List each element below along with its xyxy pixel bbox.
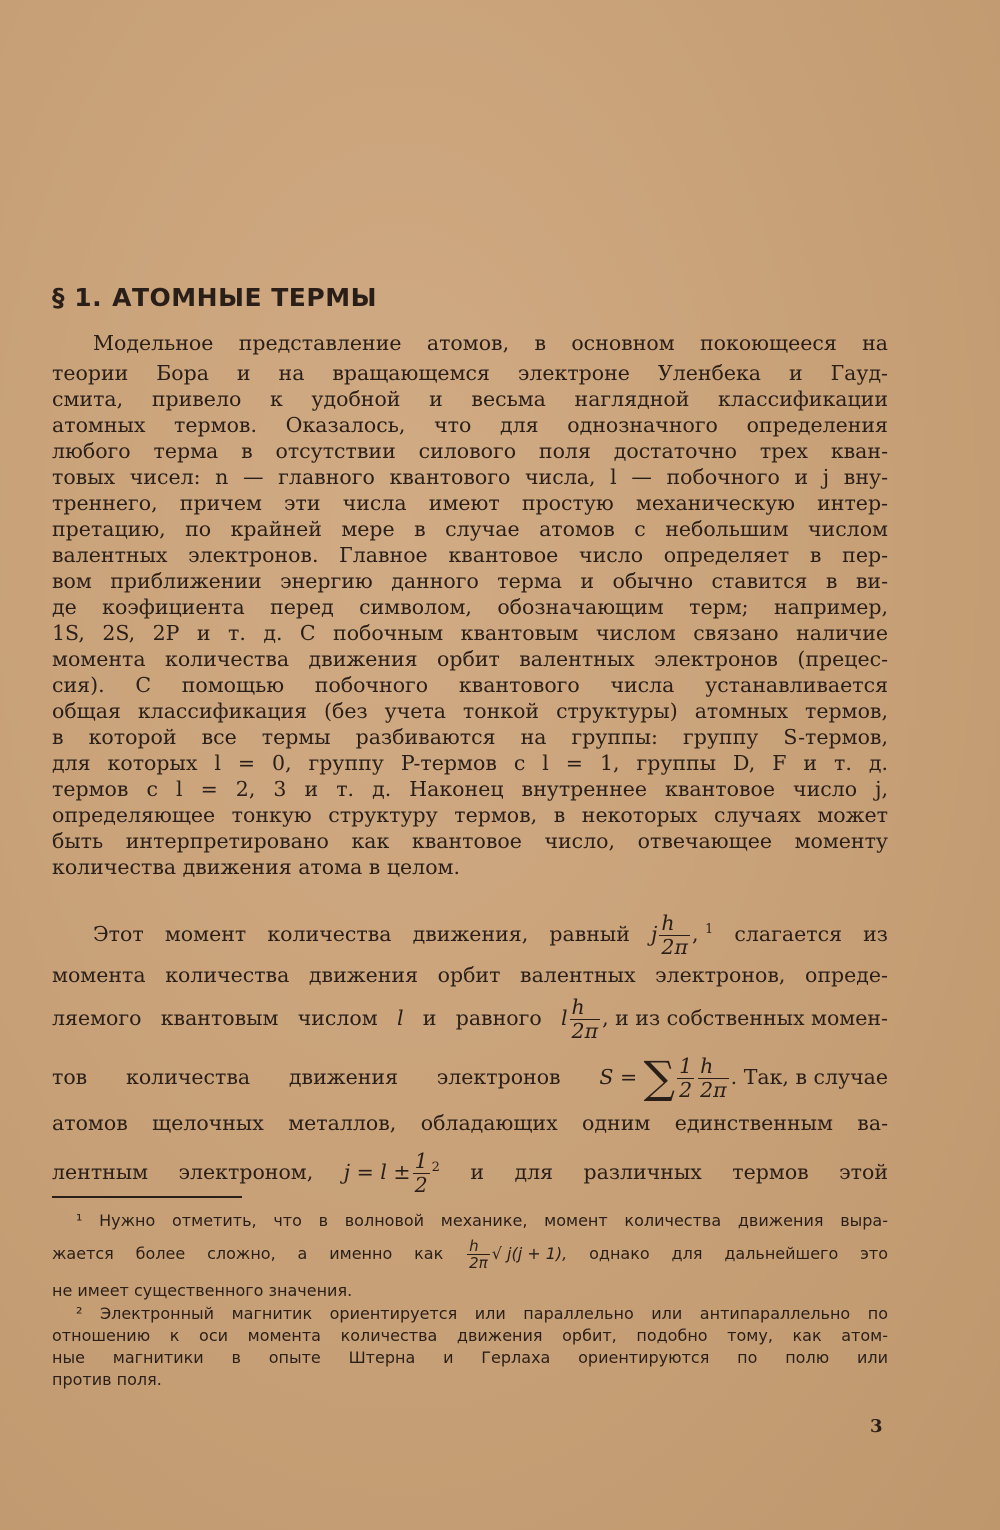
text-line: быть интерпретировано как квантовое число, отвечающее моменту xyxy=(52,829,888,853)
text-line: в которой все термы разбиваются на группы: группу S-термов, xyxy=(52,725,888,749)
section-number: § 1. xyxy=(52,283,103,312)
text-line: Модельное представление атомов, в основном покоющееся на xyxy=(93,331,888,355)
text-line: момента количества движения орбит валентных электронов, опреде- xyxy=(52,963,888,987)
formula-root: √ j(j + 1), xyxy=(491,1244,568,1263)
footnote-line: ные магнитики в опыте Штерна и Герлаха ориентируются по полю или xyxy=(52,1348,888,1367)
footnote-line: против поля. xyxy=(52,1370,162,1389)
text-line: товых чисел: n — главного квантового числа, l — побочного и j вну- xyxy=(52,465,888,489)
formula-fraction: $\frac{1}{2}$ xyxy=(679,1054,693,1102)
text-line: 1S, 2S, 2P и т. д. С побочным квантовым числом связано наличие xyxy=(52,621,888,645)
sum-symbol: ∑ xyxy=(643,1052,676,1104)
text-line: претацию, по крайней мере в случае атомов с небольшим числом xyxy=(52,517,888,541)
footnote-ref: 1 xyxy=(704,922,714,937)
text-line: общая классификация (без учета тонкой структуры) атомных термов, xyxy=(52,699,888,723)
text-line: термов с l = 2, 3 и т. д. Наконец внутреннее квантовое число j, xyxy=(52,777,888,801)
formula-fraction: $\frac{h}{2\pi}$ xyxy=(469,1236,488,1272)
text-line: треннего, причем эти числа имеют простую механическую интер- xyxy=(52,491,888,515)
footnote-line: не имеет существенного значения. xyxy=(52,1281,353,1300)
footnote-ref: 2 xyxy=(431,1160,440,1175)
footnote-line: ² Электронный магнитик ориентируется или параллельно или антипараллельно по xyxy=(76,1304,888,1323)
section-title: АТОМНЫЕ ТЕРМЫ xyxy=(112,283,377,312)
text-line: Этот момент количества движения, равный j $\frac{h}{2\pi}$ , $^1$ слагается из xyxy=(93,911,888,959)
text-fragment: слагается из xyxy=(734,921,888,946)
formula-symbol: j xyxy=(651,921,658,946)
text-fragment: Этот момент количества движения, равный xyxy=(93,921,630,946)
footnote-line: отношению к оси момента количества движения орбит, подобно тому, как атом- xyxy=(52,1326,888,1345)
text-line: тов количества движения электронов S = ∑ $\frac{1}{2}$ $\frac{h}{2\pi}$ . Так, в случае xyxy=(52,1052,888,1104)
formula-fraction: $\frac{h}{2\pi}$ xyxy=(661,911,688,959)
footnote-line: ¹ Нужно отметить, что в волновой механике, момент количества движения выра- xyxy=(76,1211,888,1230)
text-line: ляемого квантовым числом l и равного l $\frac{h}{2\pi}$ , и из собственных момен- xyxy=(52,995,888,1043)
text-line: количества движения атома в целом. xyxy=(52,855,461,879)
text-line: смита, привело к удобной и весьма наглядной классификации xyxy=(52,387,888,411)
formula-fraction: $\frac{h}{2\pi}$ xyxy=(571,995,599,1043)
text-line: определяющее тонкую структуру термов, в некоторых случаях может xyxy=(52,803,888,827)
text-line: сия). С помощью побочного квантового числа устанавливается xyxy=(52,673,888,697)
text-line: для которых l = 0, группу P-термов с l = 1, группы D, F и т. д. xyxy=(52,751,888,775)
footnote-line: жается более сложно, а именно как $\frac{h}{2\pi}$ √ j(j + 1), однако для дальнейшего это xyxy=(52,1236,888,1272)
text-line: атомных термов. Оказалось, что для однозначного определения xyxy=(52,413,888,437)
formula-fraction: $\frac{h}{2\pi}$ xyxy=(700,1054,727,1102)
text-line: валентных электронов. Главное квантовое число определяет в пер- xyxy=(52,543,888,567)
text-line: лентным электроном, j = l ± $\frac{1}{2}$ $^2$ и для различных термов этой xyxy=(52,1149,888,1197)
text-line: момента количества движения орбит валентных электронов (прецес- xyxy=(52,647,888,671)
text-line: вом приближении энергию данного терма и обычно ставится в ви- xyxy=(52,569,888,593)
text-line: любого терма в отсутствии силового поля достаточно трех кван- xyxy=(52,439,888,463)
formula-fraction: $\frac{1}{2}$ xyxy=(414,1149,428,1197)
text-line: теории Бора и на вращающемся электроне Уленбека и Гауд- xyxy=(52,361,888,385)
footnote-divider xyxy=(52,1196,242,1198)
text-line: атомов щелочных металлов, обладающих одним единственным ва- xyxy=(52,1111,888,1135)
page-number: 3 xyxy=(870,1416,883,1437)
section-heading xyxy=(52,283,377,312)
text-line: де коэфициента перед символом, обозначающим терм; например, xyxy=(52,595,888,619)
